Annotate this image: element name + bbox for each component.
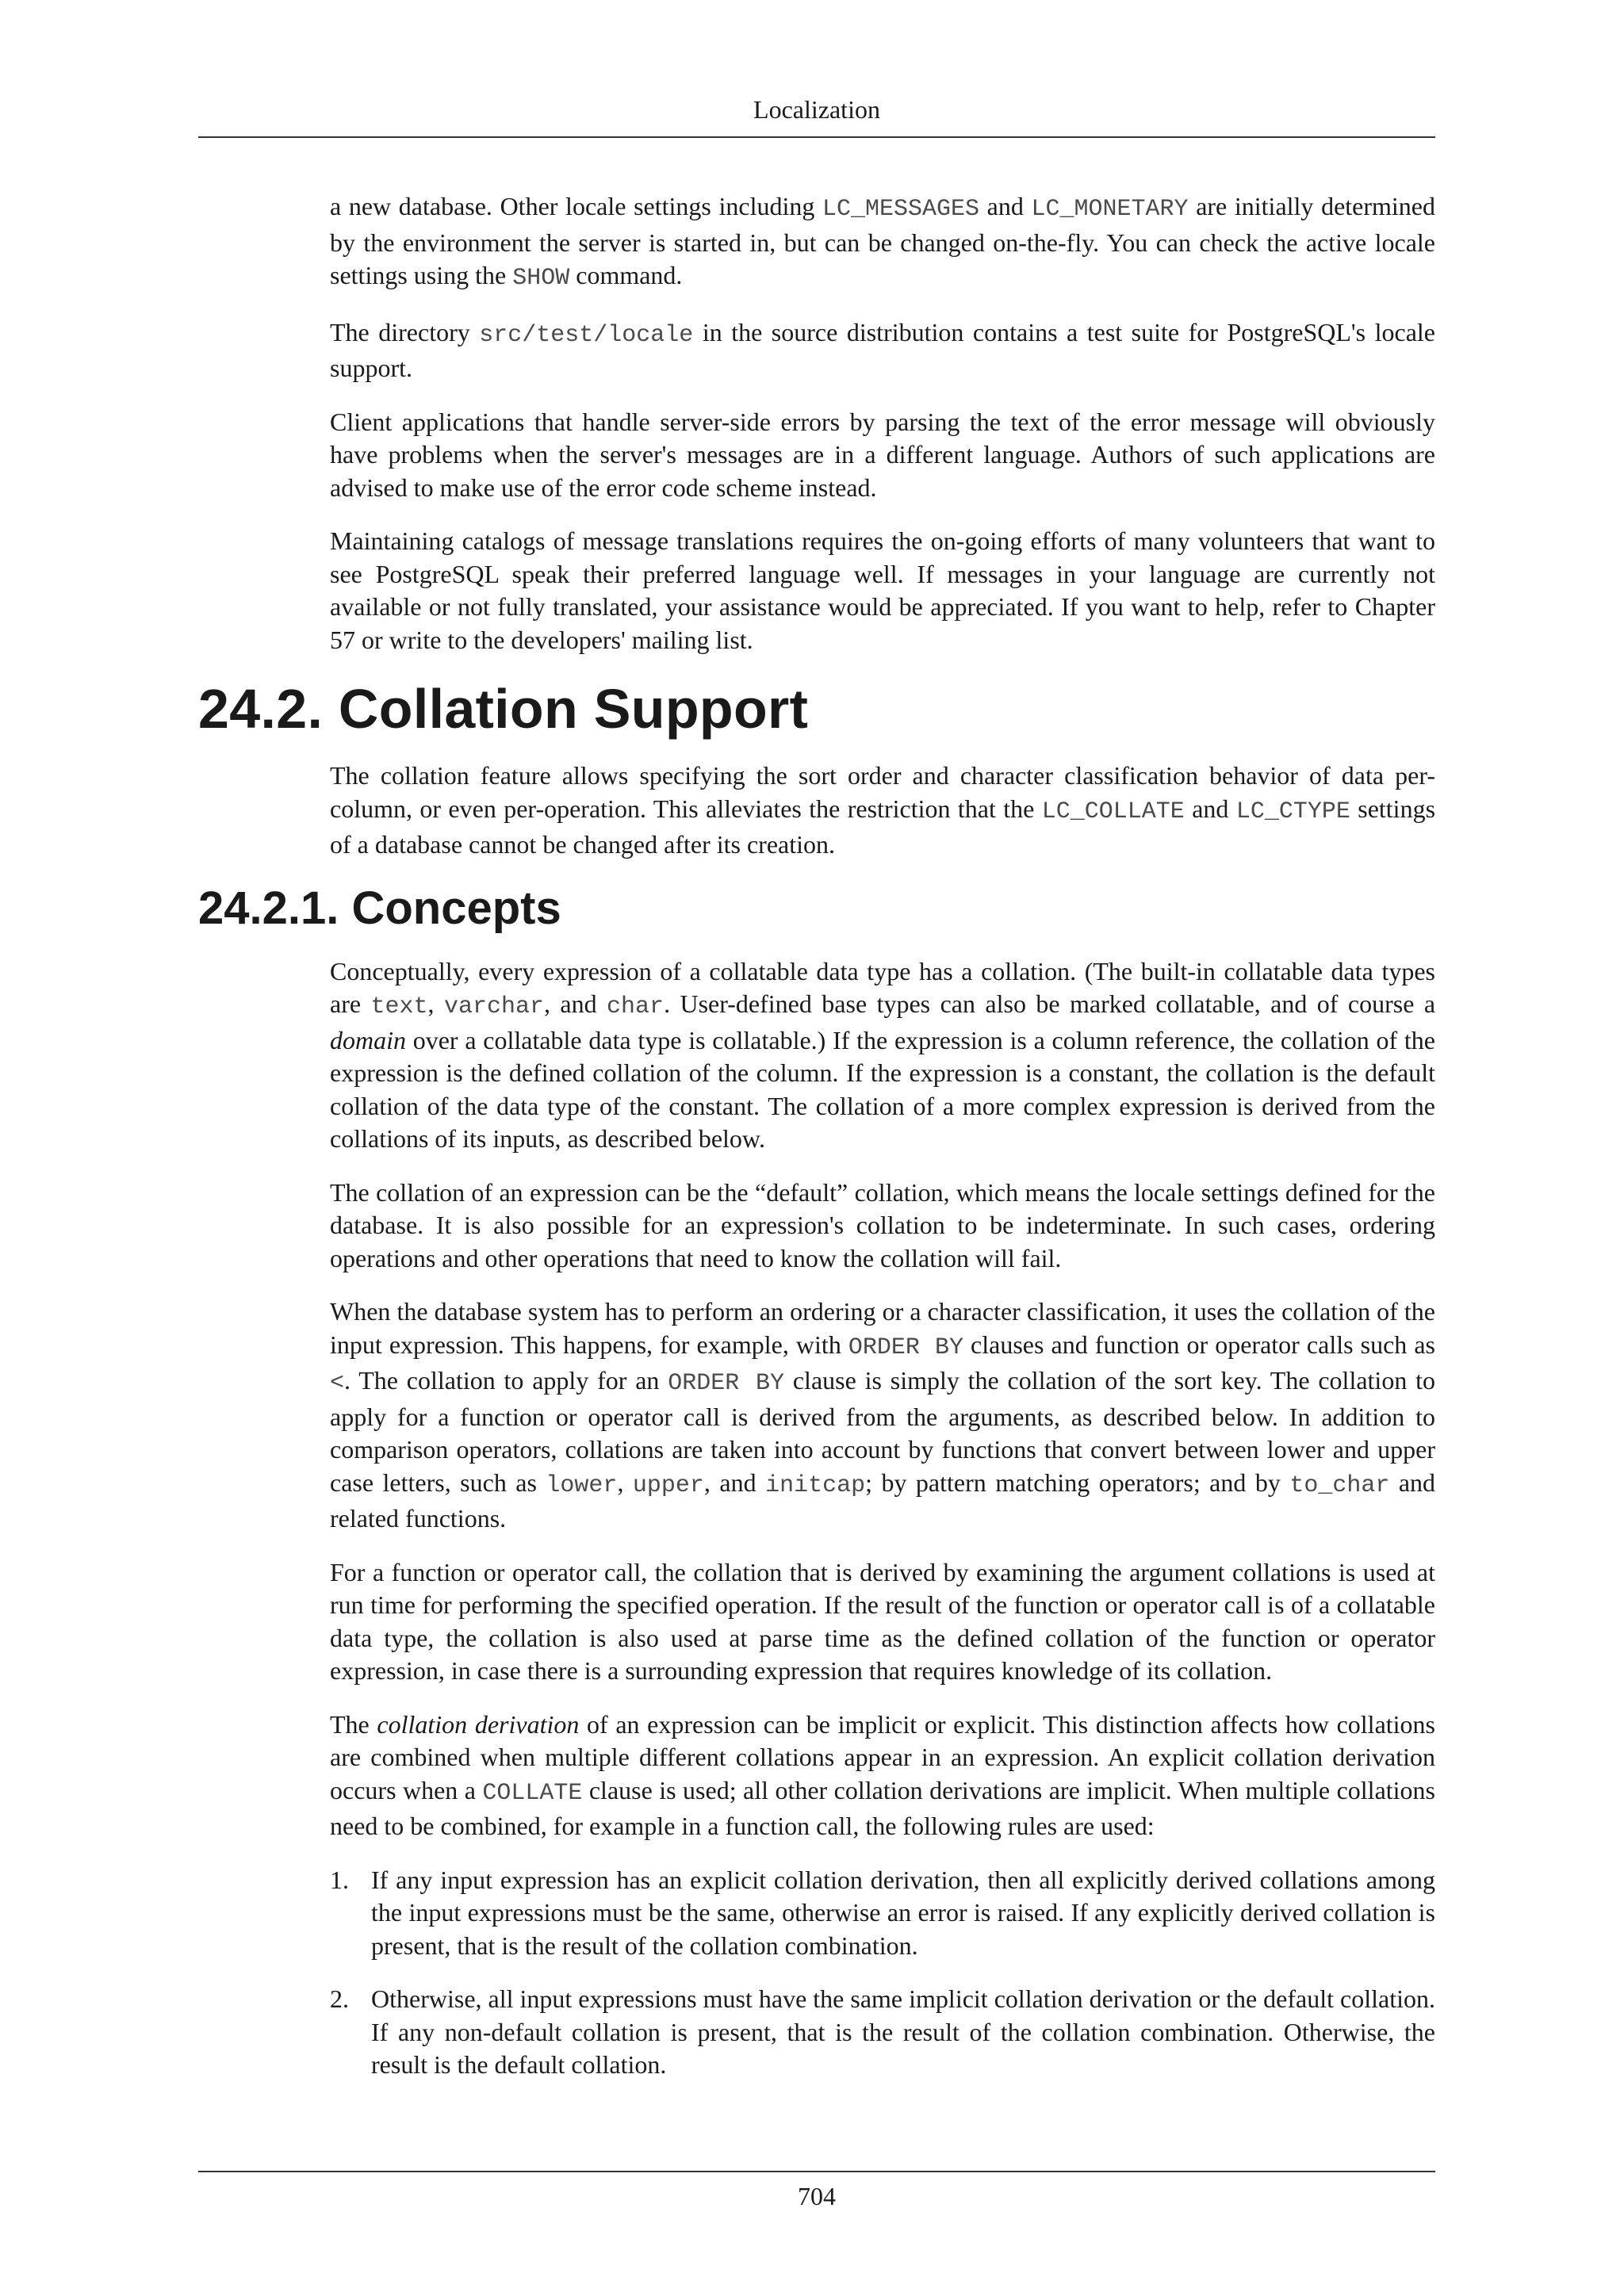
intro-paragraph-3: Client applications that handle server-side errors by parsing the text of the error message will obviously have problems when the server's messages are in a different language. Authors of such applications are advised to make use of the error code scheme instead.	[330, 407, 1435, 502]
text-run: clauses and function or operator calls such as	[963, 1330, 1435, 1359]
subsection-heading: 24.2.1. Concepts	[198, 882, 561, 934]
concepts-paragraph-1	[330, 955, 1435, 1156]
text-run: clause is used; all other collation derivations are implicit. When multiple collations need to be combined, for example in a function call, the following rules are used:	[330, 1775, 1436, 1840]
emphasis-collation-derivation: collation derivation	[377, 1709, 580, 1739]
section-heading: 24.2. Collation Support	[198, 678, 809, 740]
list-item	[198, 1983, 1435, 2082]
list-item	[198, 1864, 1435, 1963]
concepts-paragraph-3	[330, 1295, 1435, 1536]
code-order-by: ORDER BY	[668, 1370, 785, 1397]
code-test-locale-path: src/test/locale	[479, 321, 694, 349]
text-run: . User-defined base types can also be marked collatable, and of course a	[664, 989, 1436, 1018]
text-run: . The collation to apply for an	[344, 1366, 668, 1395]
page-number: 704	[798, 2182, 836, 2210]
text-run: The directory	[330, 317, 480, 346]
text-run: and related functions.	[330, 1468, 1436, 1533]
running-header: Localization	[753, 95, 880, 124]
intro-paragraph-2	[330, 316, 1435, 385]
text-run: clause is simply the collation of the sort key. The collation to apply for a function or operator call is derived from the arguments, as described below. In addition to comparison operators, collations are taken into account by functions that convert between lower and upper case letters, such as	[330, 1366, 1436, 1497]
code-show: SHOW	[512, 265, 570, 292]
text-run: , and	[543, 989, 607, 1018]
page-content	[198, 190, 1435, 2103]
code-collate: COLLATE	[482, 1779, 583, 1807]
text-run: When the database system has to perform an ordering or a character classification, it uses the collation of the input expression. This happens, for example, with	[330, 1297, 1435, 1359]
concepts-paragraph-5	[330, 1709, 1435, 1843]
text-run: command.	[569, 261, 683, 289]
section-paragraph-1	[330, 760, 1435, 862]
text-run: ,	[617, 1468, 633, 1497]
text-run: settings of a database cannot be changed after its creation.	[330, 794, 1436, 859]
text-run: over a collatable data type is collatable.) If the expression is a column reference, the collation of the expression is the defined collation of the column. If the expression is a constant, the collation is the default collation of the data type of the constant. The collation of a more complex expression is derived from the collations of its inputs, as described below.	[330, 1025, 1435, 1153]
text-run: and	[979, 192, 1032, 220]
collation-rules-list	[198, 1864, 1435, 2082]
code-text: text	[370, 993, 428, 1020]
list-item-number: 1.	[330, 1865, 349, 1894]
list-item-text: Otherwise, all input expressions must have the same implicit collation derivation or the default collation. If any non-default collation is present, that is the result of the collation combination. Otherwise, the result is the default collation.	[371, 1984, 1435, 2079]
code-char: char	[607, 993, 665, 1020]
text-run: of an expression can be implicit or explicit. This distinction affects how collations are combined when multiple different collations appear in an expression. An explicit collation derivation occurs when a	[330, 1709, 1436, 1804]
intro-paragraph-4: Maintaining catalogs of message translations requires the on-going efforts of many volunteers that want to see PostgreSQL speak their preferred language well. If messages in your language are currently not available or not fully translated, your assistance would be appreciated. If you want to help, refer to Chapter 57 or write to the developers' mailing list.	[330, 526, 1435, 654]
code-to-char: to_char	[1289, 1471, 1390, 1499]
code-lc-messages: LC_MESSAGES	[822, 196, 980, 223]
code-less-than: <	[330, 1370, 345, 1397]
code-initcap: initcap	[765, 1471, 866, 1499]
code-varchar: varchar	[443, 993, 544, 1020]
text-run: are initially determined by the environment the server is started in, but can be changed on-the-fly. You can check the active locale settings using the	[330, 192, 1436, 289]
text-run: ,	[427, 989, 444, 1018]
list-item-number: 2.	[330, 1984, 349, 2013]
code-lc-collate: LC_COLLATE	[1041, 798, 1185, 825]
code-order-by: ORDER BY	[848, 1334, 963, 1361]
footer-rule	[198, 2171, 1435, 2172]
emphasis-domain: domain	[330, 1025, 406, 1054]
intro-paragraph-1	[330, 190, 1435, 296]
text-run: , and	[703, 1468, 766, 1497]
code-lc-monetary: LC_MONETARY	[1031, 196, 1189, 223]
code-lower: lower	[546, 1471, 618, 1499]
concepts-paragraph-4: For a function or operator call, the collation that is derived by examining the argument collations is used at run time for performing the specified operation. If the result of the function or operator call is of a collatable data type, the collation is also used at parse time as the defined collation of the function or operator expression, in case there is a surrounding expression that requires knowledge of its collation.	[330, 1557, 1435, 1685]
header-rule	[198, 136, 1435, 138]
text-run: Conceptually, every expression of a collatable data type has a collation. (The built-in collatable data types are	[330, 956, 1435, 1018]
concepts-paragraph-2: The collation of an expression can be the “default” collation, which means the locale settings defined for the database. It is also possible for an expression's collation to be indeterminate. In such cases, ordering operations and other operations that need to know the collation will fail.	[330, 1177, 1435, 1272]
text-run: The	[330, 1709, 377, 1739]
text-run: and	[1184, 794, 1236, 823]
list-item-text: If any input expression has an explicit collation derivation, then all explicitly derived collations among the input expressions must be the same, otherwise an error is raised. If any explicitly derived collation is present, that is the result of the collation combination.	[371, 1865, 1435, 1960]
text-run: The collation feature allows specifying the sort order and character classification behavior of data per-column, or even per-operation. This alleviates the restriction that the	[330, 761, 1435, 823]
text-run: ; by pattern matching operators; and by	[865, 1468, 1290, 1497]
text-run: in the source distribution contains a test suite for PostgreSQL's locale support.	[330, 317, 1436, 382]
code-lc-ctype: LC_CTYPE	[1235, 798, 1350, 825]
code-upper: upper	[632, 1471, 704, 1499]
text-run: a new database. Other locale settings including	[330, 192, 822, 220]
